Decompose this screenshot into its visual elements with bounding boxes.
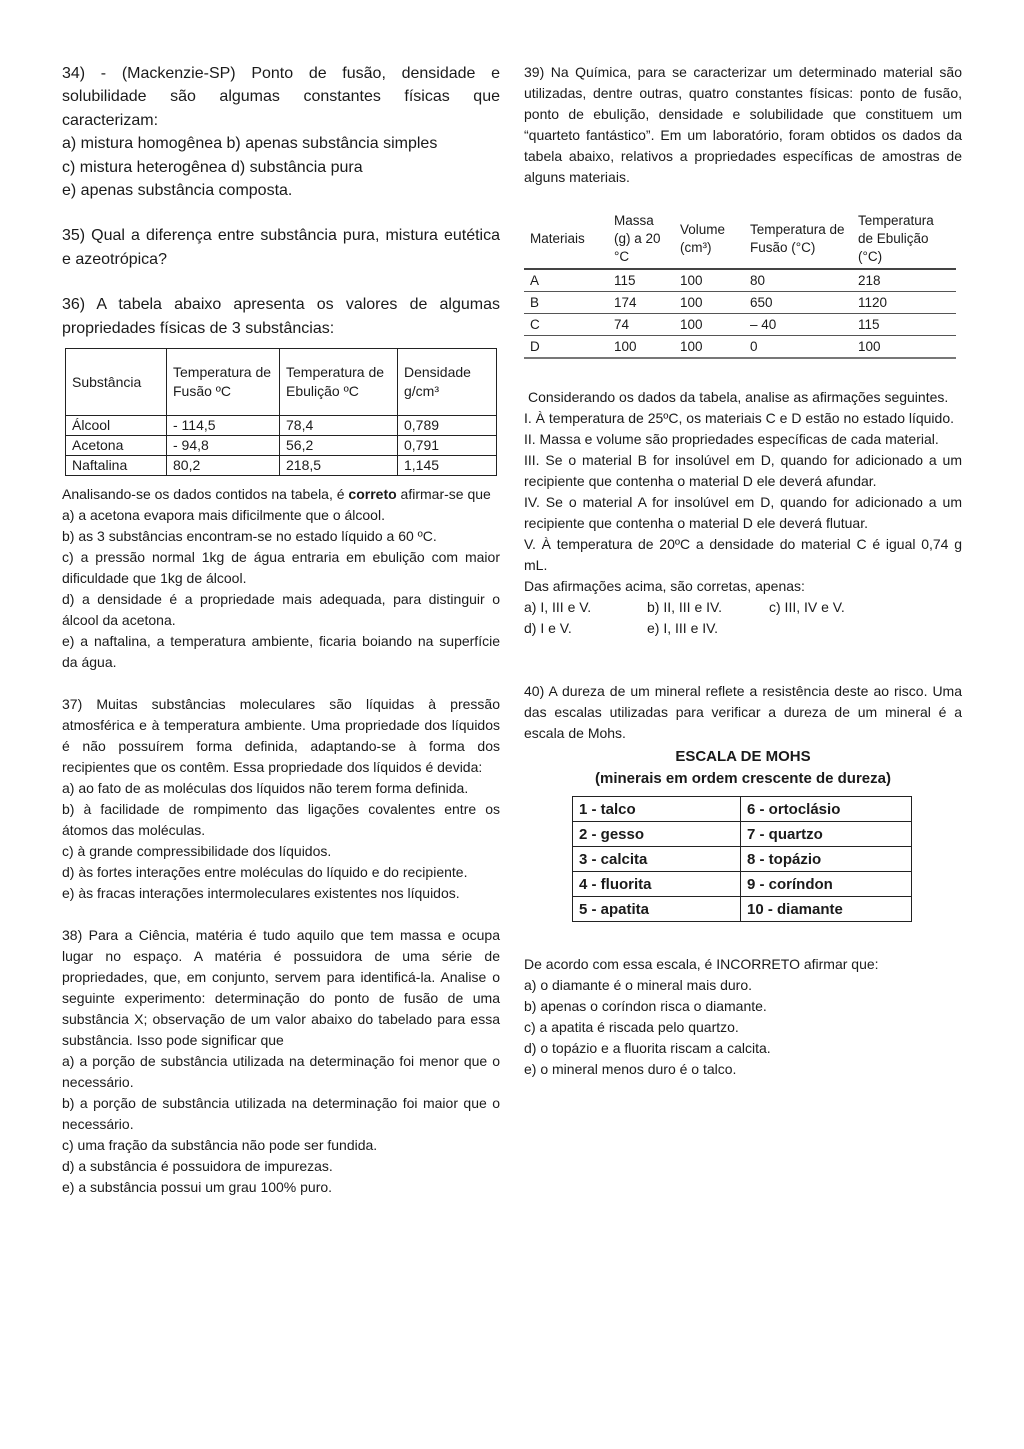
table-row: [573, 822, 912, 847]
option: e) a substância possui um grau 100% puro.: [62, 1179, 333, 1196]
table-row: [524, 292, 956, 314]
question-39-question: Das afirmações acima, são corretas, apenas:: [524, 578, 805, 594]
mohs-scale-subtitle: (minerais em ordem crescente de dureza): [595, 770, 891, 787]
option: a) I, III e V.: [524, 599, 592, 615]
table-cell: 100: [674, 336, 744, 359]
table-cell: 6 - ortoclásio: [741, 797, 912, 822]
option: d) o topázio e a fluorita riscam a calcita.: [524, 1040, 771, 1056]
table-cell: 115: [608, 269, 674, 292]
table-cell: 9 - coríndon: [741, 872, 912, 897]
statement: IV. Se o material A for insolúvel em D, quando for adicionado a um recipiente que contenha o material D ele deverá flutuar.: [524, 494, 962, 531]
table-header-cell: Temperatura de Fusão ºC: [167, 349, 280, 416]
table-header-cell: Substância: [66, 349, 167, 416]
table-row: [573, 797, 912, 822]
table-header-cell: Massa (g) a 20 °C: [608, 206, 674, 269]
question-36-stem: 36) A tabela abaixo apresenta os valores de algumas propriedades físicas de 3 substâncias:: [62, 296, 500, 337]
option: c) à grande compressibilidade dos líquidos.: [62, 843, 332, 860]
table-row: [573, 897, 912, 922]
option: e) a naftalina, a temperatura ambiente, ficaria boiando na superfície da água.: [62, 633, 500, 671]
question-40-stem: 40) A dureza de um mineral reflete a resistência deste ao risco. Uma das escalas utilizadas para verificar a dureza de um mineral é a escala de Mohs.: [524, 683, 962, 741]
question-34: [62, 62, 500, 202]
option: b) II, III e IV.: [647, 599, 722, 615]
option: d) I e V.: [524, 620, 572, 636]
option: b) as 3 substâncias encontram-se no estado líquido a 60 ºC.: [62, 528, 437, 545]
right-column: [524, 62, 962, 1080]
option: e) I, III e IV.: [647, 620, 719, 636]
table-cell: 7 - quartzo: [741, 822, 912, 847]
option: e) o mineral menos duro é o talco.: [524, 1061, 737, 1077]
table-cell: Álcool: [66, 416, 167, 436]
question-36-intro: [62, 484, 500, 505]
table-cell: 5 - apatita: [573, 897, 741, 922]
question-39: [524, 62, 962, 188]
table-cell: 78,4: [280, 416, 398, 436]
intro-bold-text: correto: [348, 486, 397, 503]
table-cell: 0: [744, 336, 852, 359]
table-cell: 8 - topázio: [741, 847, 912, 872]
option: a) ao fato de as moléculas dos líquidos não terem forma definida.: [62, 780, 469, 797]
option: e) às fracas interações intermoleculares existentes nos líquidos.: [62, 885, 460, 902]
question-34-options-line: e) apenas substância composta.: [62, 182, 293, 200]
table-cell: 1,145: [398, 456, 497, 476]
question-36: [62, 293, 500, 340]
table-cell: 100: [674, 292, 744, 314]
table-cell: 1 - talco: [573, 797, 741, 822]
table-cell: 650: [744, 292, 852, 314]
table-cell: 174: [608, 292, 674, 314]
table-cell: 218,5: [280, 456, 398, 476]
question-37-stem: 37) Muitas substâncias moleculares são líquidas à pressão atmosférica e à temperatura ambiente. Uma propriedade dos líquidos é não possuírem forma definida, adaptando-se à forma dos recipientes que os contêm. Essa propriedade dos líquidos é devida:: [62, 696, 500, 776]
option: b) a porção de substância utilizada na determinação foi maior que o necessário.: [62, 1095, 500, 1133]
mohs-scale-table: [572, 796, 912, 922]
table-cell: 10 - diamante: [741, 897, 912, 922]
table-cell: 80: [744, 269, 852, 292]
question-40-question: De acordo com essa escala, é INCORRETO afirmar que:: [524, 956, 879, 972]
option: a) o diamante é o mineral mais duro.: [524, 977, 752, 993]
table-row: [573, 872, 912, 897]
question-35-stem: 35) Qual a diferença entre substância pura, mistura eutética e azeotrópica?: [62, 227, 500, 268]
table-header-row: [524, 206, 956, 269]
table-cell: 74: [608, 314, 674, 336]
table-cell: C: [524, 314, 608, 336]
option: a) a acetona evapora mais dificilmente que o álcool.: [62, 507, 385, 524]
table-row: [66, 436, 497, 456]
question-39-intro: Considerando os dados da tabela, analise as afirmações seguintes.: [528, 389, 949, 405]
table-row: [573, 847, 912, 872]
intro-text: afirmar-se que: [396, 486, 491, 503]
table-cell: - 94,8: [167, 436, 280, 456]
table-cell: 218: [852, 269, 956, 292]
option: d) às fortes interações entre moléculas do líquido e do recipiente.: [62, 864, 468, 881]
options-row: [524, 618, 962, 639]
table-cell: 0,789: [398, 416, 497, 436]
options-row: [524, 597, 962, 618]
statement: III. Se o material B for insolúvel em D, quando for adicionado a um recipiente que contenha o material D ele deverá afundar.: [524, 452, 962, 489]
table-cell: – 40: [744, 314, 852, 336]
table-header-row: [66, 349, 497, 416]
table-cell: Naftalina: [66, 456, 167, 476]
table-cell: Acetona: [66, 436, 167, 456]
question-39-statements: [524, 387, 962, 639]
table-row: [524, 314, 956, 336]
table-cell: 100: [674, 269, 744, 292]
substances-table: [65, 348, 497, 476]
table-cell: A: [524, 269, 608, 292]
table-cell: 2 - gesso: [573, 822, 741, 847]
statement: V. À temperatura de 20ºC a densidade do material C é igual 0,74 g mL.: [524, 536, 962, 573]
question-40-options: [524, 954, 962, 1080]
table-header-cell: Materiais: [524, 206, 608, 269]
intro-text: Analisando-se os dados contidos na tabela, é: [62, 486, 349, 503]
table-header-cell: Volume (cm³): [674, 206, 744, 269]
left-column: [62, 62, 500, 1198]
table-cell: 0,791: [398, 436, 497, 456]
statement: I. À temperatura de 25ºC, os materiais C e D estão no estado líquido.: [524, 410, 955, 426]
option: d) a substância é possuidora de impurezas.: [62, 1158, 333, 1175]
table-row: [66, 456, 497, 476]
option: c) a apatita é riscada pelo quartzo.: [524, 1019, 739, 1035]
question-39-stem: 39) Na Química, para se caracterizar um determinado material são utilizadas, dentre outras, quatro constantes físicas: ponto de fusão, ponto de ebulição, densidade e solubilidade que constituem um “quarteto fantástico”. Em um laboratório, foram obtidos os dados da tabela abaixo, relativos a propriedades específicas de amostras de alguns materiais.: [524, 64, 962, 185]
table-header-cell: Temperatura de Ebulição (°C): [852, 206, 956, 269]
question-37: [62, 694, 500, 904]
question-35: [62, 224, 500, 271]
question-34-options-line: a) mistura homogênea b) apenas substância simples: [62, 135, 438, 153]
table-cell: - 114,5: [167, 416, 280, 436]
table-cell: 4 - fluorita: [573, 872, 741, 897]
option: c) uma fração da substância não pode ser fundida.: [62, 1137, 378, 1154]
table-header-cell: Densidade g/cm³: [398, 349, 497, 416]
materials-table: [524, 206, 956, 359]
question-38-stem: 38) Para a Ciência, matéria é tudo aquilo que tem massa e ocupa lugar no espaço. A matéria é possuidora de uma série de propriedades, que, em conjunto, servem para identificá-la. Analise o seguinte experimento: determinação do ponto de fusão de uma substância X; observação de um valor abaixo do tabelado para essa substância. Isso pode significar que: [62, 927, 500, 1049]
question-34-stem: 34) - (Mackenzie-SP) Ponto de fusão, densidade e solubilidade são algumas constantes físicas que caracterizam:: [62, 65, 500, 129]
question-38: [62, 925, 500, 1198]
question-34-options-line: c) mistura heterogênea d) substância pura: [62, 158, 363, 176]
mohs-scale-title: ESCALA DE MOHS: [675, 748, 811, 765]
option: a) a porção de substância utilizada na determinação foi menor que o necessário.: [62, 1053, 500, 1091]
table-cell: 100: [674, 314, 744, 336]
table-cell: 80,2: [167, 456, 280, 476]
table-row: [66, 416, 497, 436]
option: b) apenas o coríndon risca o diamante.: [524, 998, 767, 1014]
table-header-cell: Temperatura de Ebulição ºC: [280, 349, 398, 416]
table-cell: 56,2: [280, 436, 398, 456]
table-header-cell: Temperatura de Fusão (°C): [744, 206, 852, 269]
table-cell: 100: [852, 336, 956, 359]
question-36-options: [62, 484, 500, 673]
table-cell: 100: [608, 336, 674, 359]
table-cell: 115: [852, 314, 956, 336]
table-cell: 1120: [852, 292, 956, 314]
option: b) à facilidade de rompimento das ligações covalentes entre os átomos das moléculas.: [62, 801, 500, 839]
table-cell: B: [524, 292, 608, 314]
option: c) III, IV e V.: [769, 599, 845, 615]
table-cell: D: [524, 336, 608, 359]
table-cell: 3 - calcita: [573, 847, 741, 872]
option: c) a pressão normal 1kg de água entraria em ebulição com maior dificuldade que 1kg de álcool.: [62, 549, 500, 587]
table-row: [524, 336, 956, 359]
statement: II. Massa e volume são propriedades específicas de cada material.: [524, 431, 939, 447]
option: d) a densidade é a propriedade mais adequada, para distinguir o álcool da acetona.: [62, 591, 500, 629]
table-row: [524, 269, 956, 292]
question-40: [524, 681, 962, 744]
